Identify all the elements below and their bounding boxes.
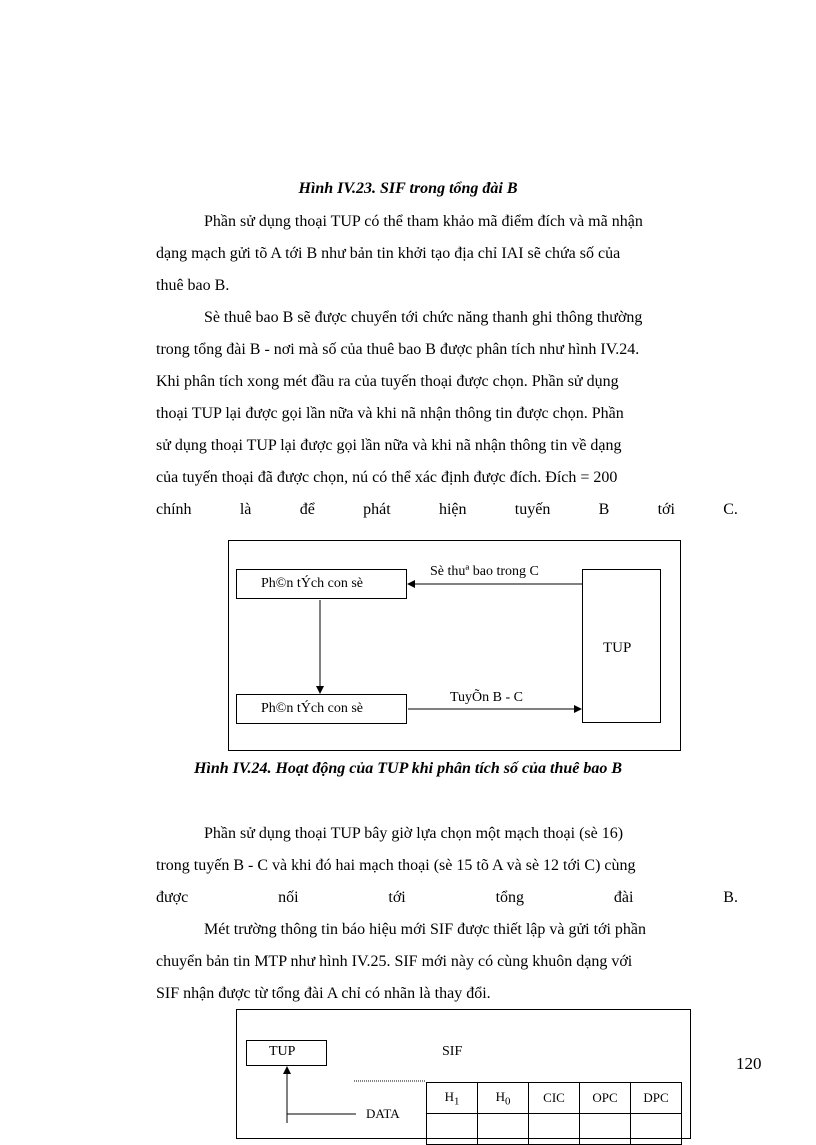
text-line: chuyển bản tin MTP như hình IV.25. SIF mới này có cùng khuôn dạng với	[156, 953, 633, 970]
text-line: dạng mạch gửi tõ A tới B như bản tin khởi tạo địa chỉ IAI sẽ chứa số của	[156, 245, 621, 262]
cic-cell: CIC	[529, 1083, 580, 1114]
h0-cell: $H_0$	[478, 1083, 529, 1114]
tup-box: TUP	[582, 569, 661, 723]
text-line-justified: được nối tới tổng đài B.	[156, 889, 738, 906]
opc-cell: OPC	[580, 1083, 631, 1114]
paragraph-2	[156, 302, 738, 526]
arrow-label-subscriber-in-c: Sè thuª bao trong C	[430, 564, 539, 579]
text-line: Khi phân tích xong mét đầu ra của tuyến thoại được chọn. Phần sử dụng	[156, 373, 619, 390]
text-line: thoại TUP lại được gọi lần nữa và khi nã nhận thông tin được chọn. Phần	[156, 405, 624, 422]
sif-label: SIF	[442, 1044, 463, 1059]
text-line: của tuyến thoại đã được chọn, nú có thể xác định được đích. Đích = 200	[156, 469, 618, 486]
text-line: Phần sử dụng thoại TUP có thể tham khảo mã điểm đích và mã nhận	[204, 213, 643, 230]
digit-analysis-box-top: Ph©n tÝch con sè	[236, 569, 407, 599]
figure-caption-iv23: Hình IV.23. SIF trong tổng đài B	[298, 180, 518, 197]
text-line-justified: chính là để phát hiện tuyến B tới C.	[156, 501, 738, 518]
paragraph-1	[156, 206, 738, 302]
dpc-cell: DPC	[631, 1083, 682, 1114]
text-line: SIF nhận được từ tổng đài A chỉ có nhãn là thay đổi.	[156, 985, 491, 1002]
text-line: sử dụng thoại TUP lại được gọi lần nữa và khi nã nhận thông tin về dạng	[156, 437, 622, 454]
text-line: Mét trường thông tin báo hiệu mới SIF được thiết lập và gửi tới phần	[204, 921, 647, 938]
paragraph-3	[156, 818, 738, 914]
tup-box-fig25: TUP	[246, 1040, 327, 1066]
text-line: Phần sử dụng thoại TUP bây giờ lựa chọn một mạch thoại (sè 16)	[204, 825, 624, 842]
h1-cell: $H_1$	[427, 1083, 478, 1114]
figure-caption-iv24: Hình IV.24. Hoạt động của TUP khi phân tích số của thuê bao B	[193, 760, 623, 777]
page-number: 120	[736, 1054, 762, 1073]
text-line: trong tổng đài B - nơi mà số của thuê bao B được phân tích như hình IV.24.	[156, 341, 640, 358]
digit-analysis-box-bottom: Ph©n tÝch con sè	[236, 694, 407, 724]
sif-header-table	[426, 1082, 682, 1145]
data-label: DATA	[366, 1106, 400, 1121]
text-line: thuê bao B.	[156, 277, 230, 294]
paragraph-4	[156, 914, 738, 1010]
arrow-label-route-b-c: TuyÕn B - C	[450, 690, 524, 705]
text-line: trong tuyến B - C và khi đó hai mạch thoại (sè 15 tõ A và sè 12 tới C) cùng	[156, 857, 636, 874]
text-line: Sè thuê bao B sẽ được chuyển tới chức năng thanh ghi thông thường	[204, 309, 643, 326]
